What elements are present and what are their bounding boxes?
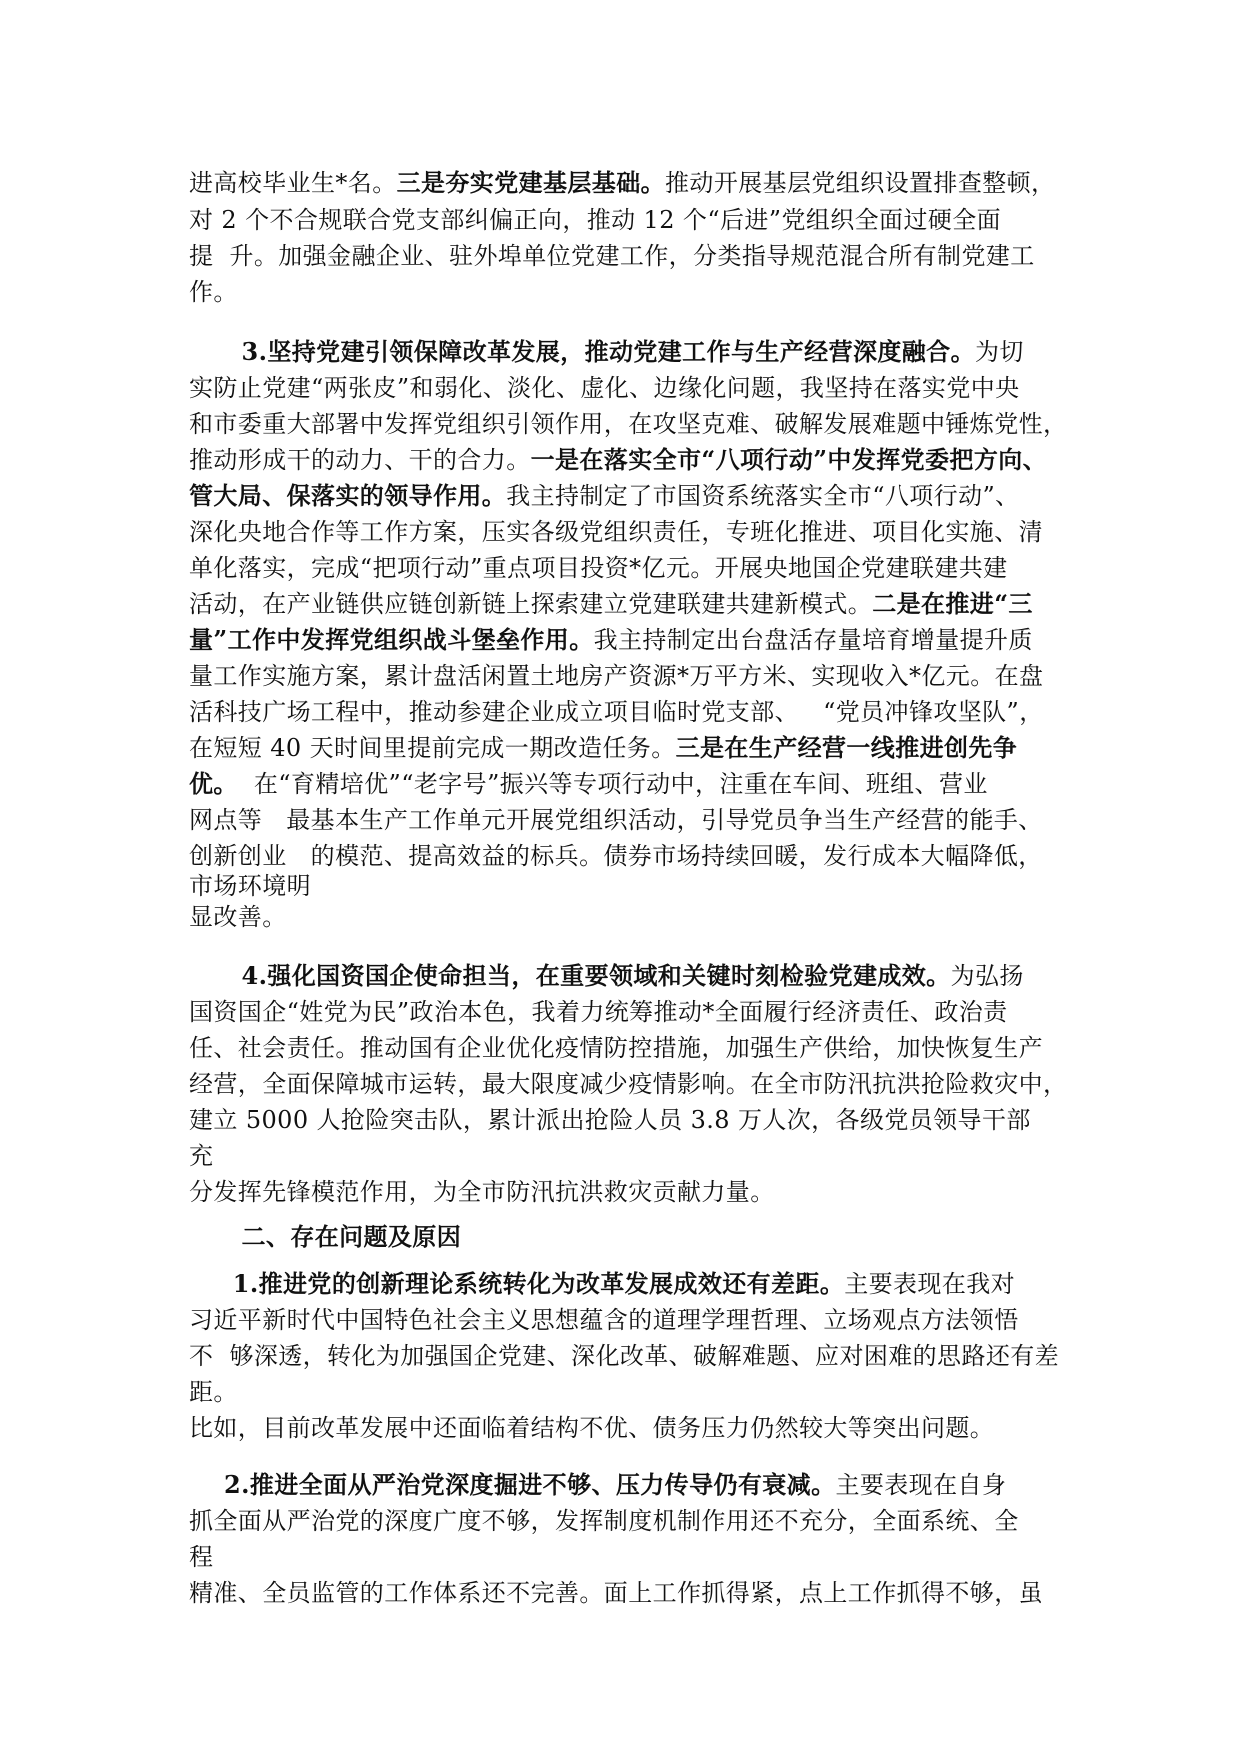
text-segment: 任、社会责任。推动国有企业优化疫情防控措施，加强生产供给，加快恢复生产 (189, 1034, 1043, 1062)
text-line (189, 697, 1044, 727)
bold-text-segment: 管大局、保落实的领导作用。 (189, 481, 507, 510)
text-line (189, 1542, 213, 1572)
text-segment: 习近平新时代中国特色社会主义思想蕴含的道理学理哲理、立场观点方法领悟 (189, 1306, 1019, 1334)
text-line (189, 409, 1067, 439)
text-line (189, 1377, 238, 1407)
text-segment: 作。 (189, 278, 238, 306)
text-segment: 主要表现在我对 (844, 1270, 1016, 1298)
text-segment: 推动开展基层党组织设置排查整顿， (665, 169, 1056, 197)
text-segment: 活动，在产业链供应链创新链上探索建立党建联建共建新模式。 (189, 590, 873, 618)
text-segment: 距。 (189, 1378, 238, 1406)
text-segment: 程 (189, 1543, 214, 1571)
text-line (189, 1413, 994, 1443)
text-line (189, 733, 1017, 763)
text-line (189, 1269, 1015, 1299)
text-segment: 市场环境明 (189, 872, 311, 900)
text-segment: 对 2 个不合规联合党支部纠偏正向，推动 12 个“后进”党组织全面过硬全面 (189, 206, 1002, 234)
text-line (189, 1222, 461, 1252)
text-line (189, 871, 311, 901)
text-line (189, 1506, 1019, 1536)
text-segment: 抓全面从严治党的深度广度不够，发挥制度机制作用还不充分，全面系统、全 (189, 1507, 1019, 1535)
text-segment: 和市委重大部署中发挥党组织引领作用，在攻坚克难、破解发展难题中锤炼党性， (189, 410, 1068, 438)
text-segment: 建立 5000 人抢险突击队，累计派出抢险人员 3.8 万人次，各级党员领导干部 (189, 1106, 1031, 1134)
bold-text-segment: 一是在落实全市“八项行动”中发挥党委把方向、 (530, 445, 1048, 474)
text-line (189, 589, 1033, 619)
text-line (189, 769, 988, 799)
text-line (189, 1105, 1031, 1135)
text-segment: 经营，全面保障城市运转，最大限度减少疫情影响。在全市防汛抗洪抢险救灾中， (189, 1070, 1068, 1098)
text-line (189, 1177, 775, 1207)
text-line (189, 373, 1020, 403)
text-segment: 推动形成干的动力、干的合力。 (189, 446, 531, 474)
text-line (189, 1578, 1043, 1608)
text-line (189, 277, 238, 307)
text-line (189, 553, 1008, 583)
text-line (189, 661, 1043, 691)
text-line (189, 1341, 1059, 1371)
text-line (189, 961, 1024, 991)
text-segment: 国资国企“姓党为民”政治本色，我着力统筹推动*全面履行经济责任、政治责 (189, 998, 1008, 1026)
text-line (189, 902, 287, 932)
text-segment: 显改善。 (189, 903, 287, 931)
text-segment: 比如，目前改革发展中还面临着结构不优、债务压力仍然较大等突出问题。 (189, 1414, 995, 1442)
text-line (189, 517, 1043, 547)
text-segment: 充 (189, 1142, 214, 1170)
text-segment: 实防止党建“两张皮”和弱化、淡化、虚化、边缘化问题，我坚持在落实党中央 (189, 374, 1020, 402)
text-segment: 提 升。加强金融企业、驻外埠单位党建工作，分类指导规范混合所有制党建工 (189, 242, 1035, 270)
text-segment: 为切 (975, 338, 1024, 366)
text-segment: 为弘扬 (950, 962, 1024, 990)
bold-text-segment: 优。 (189, 769, 238, 798)
text-line (189, 805, 1043, 835)
bold-text-segment: 量”工作中发挥党组织战斗堡垒作用。 (189, 625, 594, 654)
text-segment: 网点等 最基本生产工作单元开展党组织活动，引导党员争当生产经营的能手、 (189, 806, 1043, 834)
text-segment: 我主持制定出台盘活存量培育增量提升质 (593, 626, 1033, 654)
bold-text-segment: 2.推进全面从严治党深度掘进不够、压力传导仍有衰减。 (189, 1470, 836, 1499)
text-segment: 精准、全员监管的工作体系还不完善。面上工作抓得紧，点上工作抓得不够，虽 (189, 1579, 1043, 1607)
text-line (189, 1033, 1043, 1063)
text-segment: 单化落实，完成“把项行动”重点项目投资*亿元。开展央地国企党建联建共建 (189, 554, 1008, 582)
text-segment: 活科技广场工程中，推动参建企业成立项目临时党支部、 “党员冲锋攻坚队”， (189, 698, 1044, 726)
text-line (189, 337, 1024, 367)
text-segment: 分发挥先锋模范作用，为全市防汛抗洪救灾贡献力量。 (189, 1178, 775, 1206)
text-segment: 创新创业 的模范、提高效益的标兵。债券市场持续回暖，发行成本大幅降低， (189, 842, 1043, 870)
bold-text-segment: 3.坚持党建引领保障改革发展，推动党建工作与生产经营深度融合。 (189, 337, 975, 366)
bold-text-segment: 三是在生产经营一线推进创先争 (675, 733, 1018, 762)
text-line (189, 168, 1055, 198)
text-line (189, 841, 1043, 871)
bold-text-segment: 二、存在问题及原因 (189, 1222, 462, 1251)
text-segment: 我主持制定了市国资系统落实全市“八项行动”、 (506, 482, 1020, 510)
bold-text-segment: 1.推进党的创新理论系统转化为改革发展成效还有差距。 (189, 1269, 845, 1298)
text-segment: 进高校毕业生*名。 (189, 169, 397, 197)
text-segment: 深化央地合作等工作方案，压实各级党组织责任，专班化推进、项目化实施、清 (189, 518, 1043, 546)
text-segment: 在短短 40 天时间里提前完成一期改造任务。 (189, 734, 676, 762)
bold-text-segment: 三是夯实党建基层基础。 (396, 168, 666, 197)
text-line (189, 445, 1047, 475)
bold-text-segment: 4.强化国资国企使命担当，在重要领域和关键时刻检验党建成效。 (189, 961, 951, 990)
text-segment: 在“育精培优”“老字号”振兴等专项行动中，注重在车间、班组、营业 (237, 770, 988, 798)
text-line (189, 1305, 1019, 1335)
text-line (189, 625, 1033, 655)
text-line (189, 1141, 213, 1171)
text-line (189, 241, 1035, 271)
bold-text-segment: 二是在推进“三 (872, 589, 1033, 618)
text-line (189, 1470, 1006, 1500)
text-line (189, 481, 1020, 511)
text-segment: 量工作实施方案，累计盘活闲置土地房产资源*万平方米、实现收入*亿元。在盘 (189, 662, 1044, 690)
text-line (189, 997, 1008, 1027)
text-segment: 不 够深透，转化为加强国企党建、深化改革、破解难题、应对困难的思路还有差 (189, 1342, 1060, 1370)
text-segment: 主要表现在自身 (835, 1471, 1007, 1499)
text-line (189, 205, 1001, 235)
text-line (189, 1069, 1067, 1099)
